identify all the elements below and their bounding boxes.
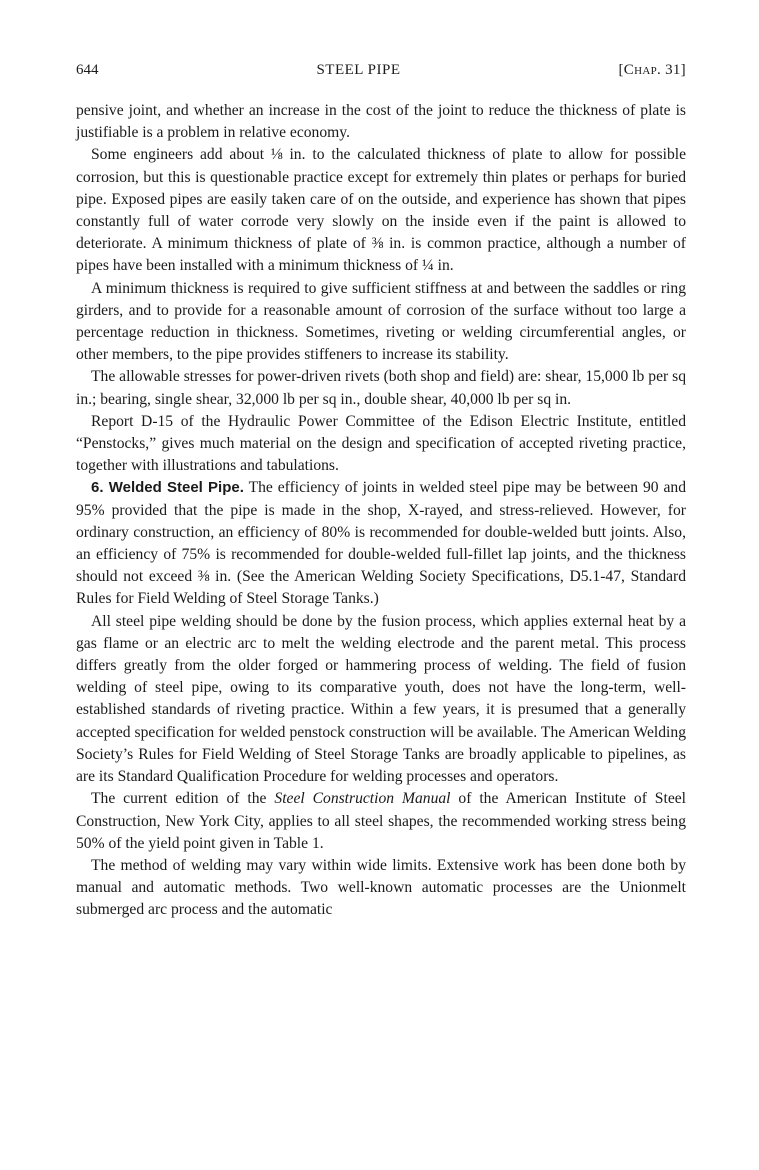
paragraph-minimum-thickness: A minimum thickness is required to give sufficient stiffness at and between the saddles or ring girders, and to provide for a reasonable amount of corrosion of the surface without too large a percentage reduction in thickness. Sometimes, riveting or welding circumferential angles, or other members, to the pipe provides stiffeners to increase its stability. <box>76 279 686 364</box>
running-head <box>76 62 686 86</box>
section-body: The efficiency of joints in welded steel pipe may be between 90 and 95% provided that the pipe is made in the shop, X-rayed, and stress-relieved. However, for ordinary construction, an efficiency of 80% is recommended for double-welded butt joints. Also, an efficiency of 75% is recommended for double-welded full-fillet lap joints, and the thickness should not exceed ⅜ in. (See the American Welding Society Specifications, D5.1-47, Standard Rules for Field Welding of Steel Storage Tanks.) <box>76 479 686 608</box>
page-number: 644 <box>76 62 99 78</box>
paragraph-allowable-stresses: The allowable stresses for power-driven rivets (both shop and field) are: shear, 15,000 lb per sq in.; bearing, single shear, 32,000 lb per sq in., double shear, 40,000 lb per sq in. <box>76 368 686 408</box>
chapter-ref-close: . 31] <box>656 62 686 78</box>
paragraph-report-d15: Report D-15 of the Hydraulic Power Committee of the Edison Electric Institute, entitled “Penstocks,” gives much material on the design and specification of accepted riveting practice, together with illustrations and tabulations. <box>76 412 686 475</box>
paragraph-welding-methods: The method of welding may vary within wide limits. Extensive work has been done both by manual and automatic methods. Two well-known automatic processes are the Unionmelt submerged arc process and the automatic <box>76 856 686 919</box>
paragraph-corrosion-allowance: Some engineers add about ⅛ in. to the calculated thickness of plate to allow for possible corrosion, but this is questionable practice except for extremely thin plates or perhaps for buried pipe. Exposed pipes are easily taken care of on the outside, and experience has shown that pipes constantly full of water corrode very slowly on the inside even if the paint is allowed to deteriorate. A minimum thickness of plate of ⅜ in. is common practice, although a number of pipes have been installed with a minimum thickness of ¼ in. <box>76 146 686 275</box>
chapter-reference <box>618 62 686 79</box>
paragraph-steel-construction-manual <box>76 788 686 855</box>
manual-title: Steel Construction Manual <box>274 790 451 808</box>
book-page <box>76 62 686 922</box>
paragraph-welded-steel-pipe <box>76 477 686 610</box>
running-title: STEEL PIPE <box>316 62 401 78</box>
manual-text-pre: The current edition of the <box>91 790 275 808</box>
paragraph-fusion-welding: All steel pipe welding should be done by the fusion process, which applies external heat by a gas flame or an electric arc to melt the welding electrode and the parent metal. This process differs greatly from the older forged or hammering process of welding. The field of fusion welding of steel pipe, owing to its comparative youth, does not have the long-term, well-established standards of riveting practice. Within a few years, it is presumed that a generally accepted specification for welded penstock construction will be available. The American Welding Society’s Rules for Field Welding of Steel Storage Tanks are broadly applicable to pipelines, as are its Standard Qualification Procedure for welding processes and operators. <box>76 612 686 786</box>
section-heading: 6. Welded Steel Pipe. <box>91 479 244 497</box>
paragraph-continued: pensive joint, and whether an increase in the cost of the joint to reduce the thickness of plate is justifiable is a problem in relative economy. <box>76 102 686 142</box>
chapter-ref-smallcaps: hap <box>634 62 657 78</box>
manual-text-post: of the American Institute of Steel Construction, New York City, applies to all steel shapes, the recommended working stress being 50% of the yield point given in Table 1. <box>76 790 686 852</box>
body-text <box>76 100 686 922</box>
chapter-ref-open: [C <box>618 62 635 78</box>
